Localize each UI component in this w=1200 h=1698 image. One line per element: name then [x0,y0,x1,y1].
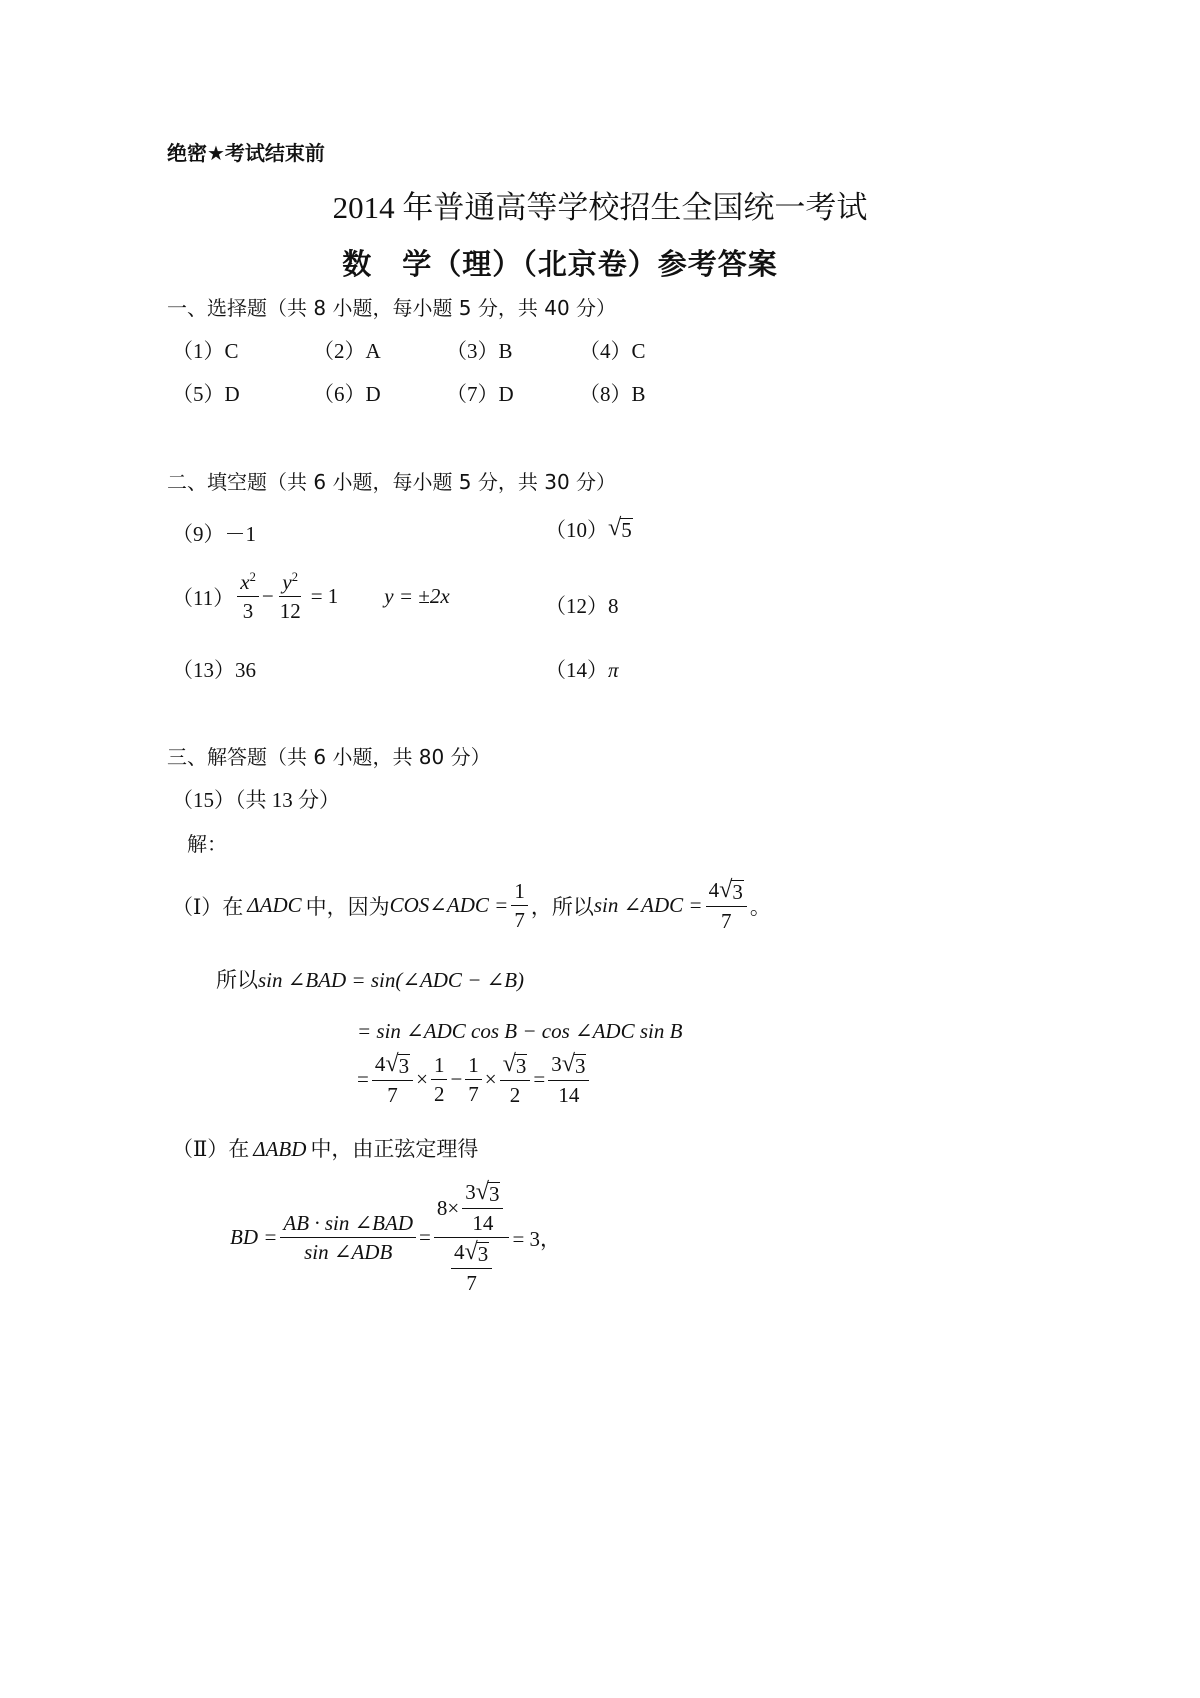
triangle-adc: ΔADC [247,893,302,918]
numerator: 1 [431,1053,448,1080]
triangle-abd: ΔABD [253,1137,307,1161]
answer-14 [545,654,619,684]
coefficient: 4 [374,1052,386,1076]
answer-14-label: （14） [545,658,608,682]
question-15-label: （15）（共 13 分） [172,788,340,812]
coefficient: 3 [465,1180,476,1204]
exponent: 2 [249,570,256,584]
numerator: 1 [511,879,528,906]
numerator: 1 [465,1053,482,1080]
coefficient: 4 [454,1240,465,1265]
answer-6: （6）D [313,382,381,406]
line2-expr: sin ∠BAD = sin(∠ADC − ∠B) [258,968,525,992]
y-squared-over-12 [277,570,304,623]
frac-4root3-7: 4 √ 3 7 [372,1052,413,1107]
answer-7: （7）D [446,382,514,406]
answer-1: （1）C [172,339,239,363]
frac-1-2 [431,1053,448,1106]
radicand: 5 [621,517,632,542]
x-squared-over-3 [237,570,259,623]
section3-heading: 三、解答题（共 6 小题，共 80 分） [167,745,491,769]
answer-10 [545,514,633,544]
answer-8: （8）B [579,382,646,406]
denominator: 14 [558,1083,580,1108]
answer-13: （13）36 [172,658,256,682]
cos-adc: COS∠ADC = [389,893,509,918]
denominator: 12 [279,599,301,624]
line3-expr: = sin ∠ADC cos B − cos ∠ADC sin B [357,1019,683,1043]
answer-10-label: （10） [545,518,608,542]
exponent: 2 [291,570,299,584]
denominator: 2 [433,1082,445,1107]
radicand: 3 [515,1054,527,1078]
frac-1-7 [465,1053,482,1106]
part1-line [172,878,771,933]
bd-result: = 3， [512,1226,562,1251]
answer-12: （12）8 [545,594,619,618]
answer-3: （3）B [446,339,513,363]
line2-prefix: 所以 [216,968,258,992]
var-x: x [240,570,250,594]
coefficient: 3 [551,1052,562,1076]
frac-3root3-14: 3 √ 3 14 [462,1180,503,1235]
radicand: 3 [574,1054,586,1078]
answer-5: （5）D [172,382,240,406]
frac-3root3-14: 3 √ 3 14 [548,1052,589,1107]
denominator: 7 [468,1082,479,1107]
solve-label: 解： [187,832,227,856]
denominator: 7 [720,909,732,934]
part1-prefix: （Ⅰ）在 [172,894,244,919]
frac-root3-2: √ 3 2 [500,1052,531,1107]
law-of-sines-fraction [280,1211,416,1264]
part1-mid: 中，因为 [305,894,390,919]
line4-expr: = 4 √ 3 7 × $\frac{1}{2}$ − $\frac{1}{7}$ × √ 3 2 = 3 √ 3 14 [357,1052,592,1107]
frac-1-7 [511,879,528,932]
section2-heading: 二、填空题（共 6 小题，每小题 5 分，共 30 分） [167,470,617,494]
eight: 8 [436,1195,448,1220]
line2 [216,964,524,994]
radicand: 3 [398,1054,410,1078]
denominator: 2 [509,1083,521,1108]
frac-4root3-7: 4 √ 3 7 [451,1240,492,1295]
denominator: 14 [472,1211,494,1236]
numerator: AB · sin ∠BAD [280,1211,416,1238]
part2-prefix: （Ⅱ）在 [172,1137,250,1161]
answer-9: （9）－1 [172,522,256,546]
part2-text: 中，由正弦定理得 [310,1137,479,1161]
exam-title: 2014 年普通高等学校招生全国统一考试 [332,190,868,225]
radicand: 3 [732,880,743,904]
bd-label: BD = [230,1225,278,1250]
denominator: sin ∠ADB [304,1240,393,1265]
radicand: 3 [477,1242,489,1267]
secrecy-label: 绝密★考试结束前 [167,141,325,165]
compound-fraction [434,1180,510,1295]
radicand: 3 [488,1182,500,1206]
denominator: 7 [514,908,525,933]
var-y: y [282,570,292,594]
denominator: 7 [466,1271,477,1296]
pi: π [608,658,619,682]
sqrt-5: √ 5 [608,513,632,542]
part1-so: ，所以 [530,894,594,919]
frac-4root3-7: 4 √ 3 7 [706,878,747,933]
answer-11-label: （11） [172,585,235,610]
compound-numerator: 8 × 3 √ 3 14 [434,1180,510,1238]
sin-adc: sin ∠ADC = [593,893,703,918]
compound-denominator [445,1238,498,1295]
answer-2: （2）A [313,339,381,363]
asymptote: y = ±2x [384,584,450,609]
part2-line [172,1133,478,1163]
subject-title: 数 学（理）（北京卷）参考答案 [342,247,778,281]
bd-formula: BD = $\frac{\text{AB · sin ∠BAD}}{\text{sin ∠ADB}}$ = 8 × 3 √ 3 14 4 √ 3 7 = 3， [230,1178,562,1296]
equals-one: = 1 [310,584,339,609]
denominator: 3 [242,599,254,624]
part1-end: 。 [749,894,771,919]
denominator: 7 [387,1083,398,1108]
answer-4: （4）C [579,339,646,363]
coefficient: 4 [708,878,720,902]
section1-heading: 一、选择题（共 8 小题，每小题 5 分，共 40 分） [167,296,617,320]
answer-11: （11） $\frac{x^2}{3}$ − $\frac{y^2}{12}$ = 1 y = ±2x [172,570,450,624]
